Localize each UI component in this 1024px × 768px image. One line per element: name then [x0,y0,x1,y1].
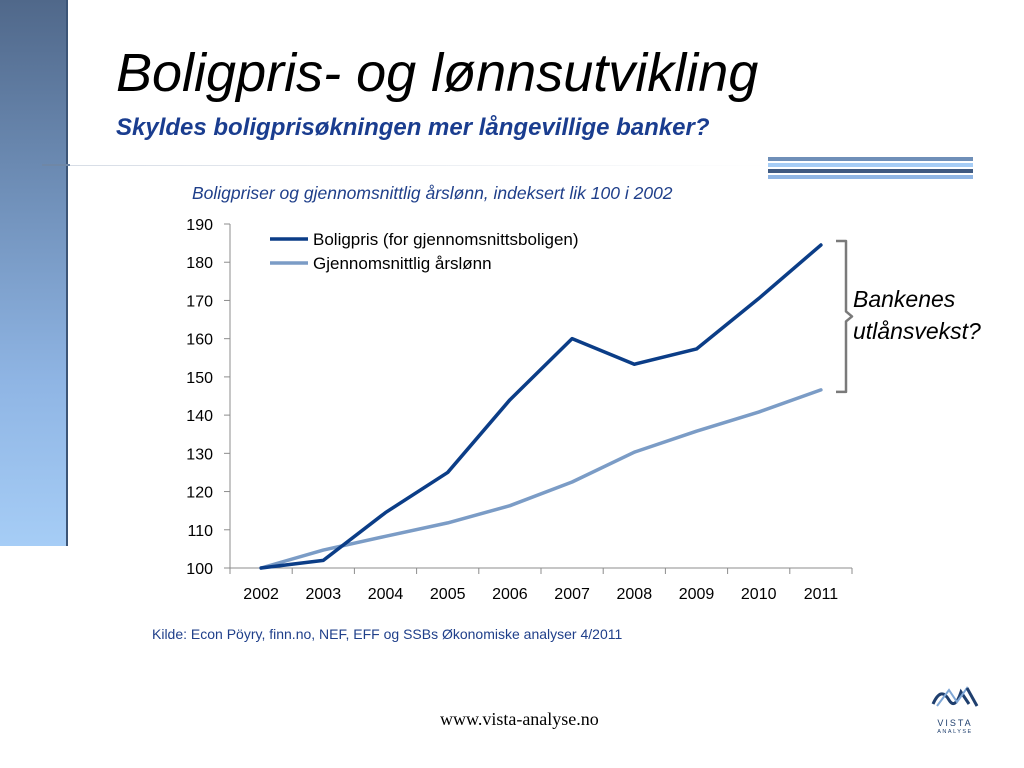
website-link[interactable]: www.vista-analyse.no [440,709,599,729]
legend-label: Gjennomsnittlig årslønn [313,254,492,273]
x-tick-label: 2004 [367,586,404,603]
x-tick-label: 2007 [554,586,590,603]
y-tick-label: 170 [186,293,213,311]
bracket-annotation-line1: Bankenes [853,286,956,312]
x-tick-label: 2009 [678,586,715,603]
chart-title: Boligpriser og gjennomsnittlig årslønn, indeksert lik 100 i 2002 [192,183,673,203]
x-tick-label: 2005 [429,586,466,603]
x-tick-label: 2008 [616,586,653,603]
x-tick-label: 2006 [492,586,528,603]
x-tick-label: 2002 [243,586,279,603]
y-tick-label: 120 [186,484,213,502]
y-tick-label: 140 [186,408,213,426]
logo-text: VISTA [937,718,973,728]
legend-label: Boligpris (for gjennomsnittsboligen) [313,230,579,249]
y-tick-label: 190 [186,217,213,234]
y-tick-label: 100 [186,561,213,578]
y-tick-label: 110 [187,522,213,540]
slide-title: Boligpris- og lønnsutvikling [116,43,759,103]
x-tick-label: 2003 [305,586,342,603]
bracket-annotation-line2: utlånsvekst? [853,318,981,344]
series-line-arslonn [261,390,821,568]
x-tick-label: 2010 [740,586,777,603]
x-tick-label: 2011 [803,586,839,603]
bracket-annotation [853,283,981,347]
series-line-boligpris [261,245,821,568]
y-tick-label: 130 [186,446,213,464]
bracket-annotation-icon [836,241,852,392]
source-note: Kilde: Econ Pöyry, finn.no, NEF, EFF og SSBs Økonomiske analyser 4/2011 [152,626,623,642]
logo-subtext: ANALYSE [937,729,973,735]
y-tick-label: 150 [186,369,213,387]
y-tick-label: 160 [186,331,213,349]
slide-subtitle: Skyldes boligprisøkningen mer långevillige banker? [116,114,710,141]
y-tick-label: 180 [186,255,213,273]
